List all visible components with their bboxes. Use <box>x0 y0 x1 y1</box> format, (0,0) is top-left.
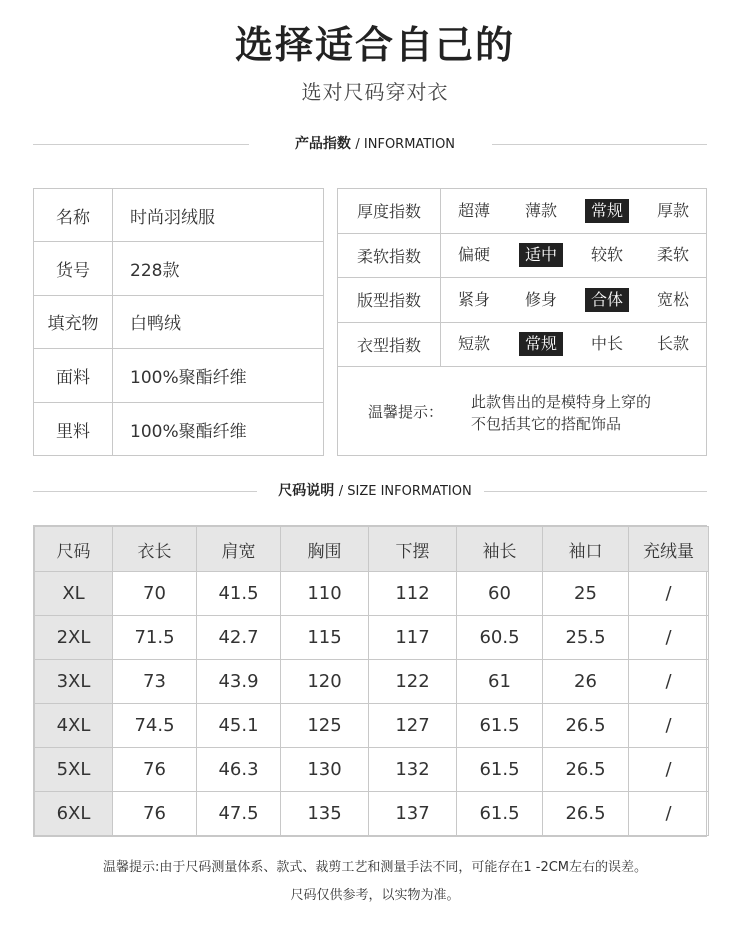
size-value-cell: 135 <box>281 792 369 836</box>
product-heading-en: / INFORMATION <box>355 137 456 152</box>
index-label: 柔软指数 <box>338 234 441 278</box>
size-value-cell: / <box>629 660 709 704</box>
size-value-cell: 60 <box>457 572 543 616</box>
tip-line-1: 此款售出的是模特身上穿的 <box>471 393 652 411</box>
size-header-cell: 袖口 <box>543 527 629 572</box>
size-value-cell: 71.5 <box>113 616 197 660</box>
size-value-cell: 26.5 <box>543 704 629 748</box>
size-label-cell: 6XL <box>35 792 113 836</box>
size-header-cell: 衣长 <box>113 527 197 572</box>
size-value-cell: 25 <box>543 572 629 616</box>
size-label-cell: XL <box>35 572 113 616</box>
index-option: 偏硬 <box>457 245 490 265</box>
index-row <box>338 189 706 234</box>
index-label: 衣型指数 <box>338 323 441 367</box>
index-row <box>338 323 706 368</box>
size-value-cell: 76 <box>113 792 197 836</box>
info-value: 白鸭绒 <box>130 314 181 335</box>
index-option: 柔软 <box>656 245 689 265</box>
size-chart <box>33 525 707 837</box>
index-option: 修身 <box>524 289 557 309</box>
info-label: 名称 <box>34 189 113 241</box>
size-value-cell: 127 <box>369 704 457 748</box>
size-value-cell: 61.5 <box>457 792 543 836</box>
index-row <box>338 278 706 323</box>
size-value-cell: 61.5 <box>457 704 543 748</box>
size-value-cell: 47.5 <box>197 792 281 836</box>
size-value-cell: 112 <box>369 572 457 616</box>
tip-label: 温馨提示： <box>368 403 444 421</box>
size-value-cell: / <box>629 704 709 748</box>
index-option: 长款 <box>656 334 689 354</box>
size-value-cell: 61.5 <box>457 748 543 792</box>
info-value: 100%聚酯纤维 <box>130 367 247 388</box>
info-row-filling <box>34 296 323 349</box>
info-label: 填充物 <box>34 296 113 348</box>
size-value-cell: / <box>629 616 709 660</box>
tip-line-2: 不包括其它的搭配饰品 <box>471 415 622 433</box>
footer-note-reference: 尺码仅供参考，以实物为准。 <box>290 888 460 903</box>
page-title: 选择适合自己的 <box>234 23 515 67</box>
footer-note: 温馨提示:由于尺码测量体系、款式、裁剪工艺和测量手法不同，可能存在1 -2CM左右的误差。 <box>102 860 648 875</box>
size-value-cell: 137 <box>369 792 457 836</box>
info-value: 时尚羽绒服 <box>130 207 215 228</box>
info-row-sku <box>34 242 323 295</box>
size-value-cell: 73 <box>113 660 197 704</box>
product-info-table <box>33 188 324 456</box>
table-row <box>35 572 709 616</box>
size-value-cell: 74.5 <box>113 704 197 748</box>
size-heading-zh: 尺码说明 <box>278 483 335 499</box>
size-value-cell: 45.1 <box>197 704 281 748</box>
size-header-cell: 尺码 <box>35 527 113 572</box>
size-header-cell: 胸围 <box>281 527 369 572</box>
index-option-selected: 合体 <box>585 288 629 312</box>
table-row <box>35 660 709 704</box>
size-label-cell: 2XL <box>35 616 113 660</box>
size-value-cell: 46.3 <box>197 748 281 792</box>
table-row <box>35 748 709 792</box>
size-header-cell: 袖长 <box>457 527 543 572</box>
index-option: 超薄 <box>457 200 490 220</box>
size-header-cell: 充绒量 <box>629 527 709 572</box>
size-value-cell: 132 <box>369 748 457 792</box>
size-label-cell: 5XL <box>35 748 113 792</box>
index-option-selected: 适中 <box>519 243 563 267</box>
size-value-cell: 60.5 <box>457 616 543 660</box>
size-value-cell: 41.5 <box>197 572 281 616</box>
info-label: 货号 <box>34 242 113 294</box>
size-value-cell: 70 <box>113 572 197 616</box>
index-option: 中长 <box>590 334 623 354</box>
size-value-cell: 115 <box>281 616 369 660</box>
size-value-cell: 26.5 <box>543 792 629 836</box>
size-value-cell: 26.5 <box>543 748 629 792</box>
index-label: 版型指数 <box>338 278 441 322</box>
tip-box <box>338 367 706 455</box>
index-option: 紧身 <box>457 289 490 309</box>
size-header-cell: 下摆 <box>369 527 457 572</box>
info-row-name <box>34 189 323 242</box>
size-label-cell: 4XL <box>35 704 113 748</box>
table-row <box>35 792 709 836</box>
size-heading-en: / SIZE INFORMATION <box>338 484 472 499</box>
size-header-row <box>35 527 709 572</box>
size-value-cell: 61 <box>457 660 543 704</box>
table-row <box>35 616 709 660</box>
size-value-cell: 76 <box>113 748 197 792</box>
index-option: 宽松 <box>656 289 689 309</box>
info-row-lining <box>34 403 323 456</box>
index-option: 薄款 <box>524 200 557 220</box>
index-option: 厚款 <box>656 200 689 220</box>
size-value-cell: 117 <box>369 616 457 660</box>
size-value-cell: 43.9 <box>197 660 281 704</box>
product-index-table <box>337 188 707 456</box>
index-option-selected: 常规 <box>519 332 563 356</box>
size-value-cell: / <box>629 748 709 792</box>
info-label: 面料 <box>34 349 113 401</box>
size-value-cell: 130 <box>281 748 369 792</box>
index-row <box>338 234 706 279</box>
size-section-heading <box>0 481 750 501</box>
size-value-cell: 25.5 <box>543 616 629 660</box>
info-row-fabric <box>34 349 323 402</box>
size-value-cell: / <box>629 792 709 836</box>
table-row <box>35 704 709 748</box>
size-value-cell: 26 <box>543 660 629 704</box>
size-label-cell: 3XL <box>35 660 113 704</box>
index-option-selected: 常规 <box>585 199 629 223</box>
index-label: 厚度指数 <box>338 189 441 233</box>
info-value: 228款 <box>130 261 180 282</box>
index-option: 较软 <box>590 245 623 265</box>
product-heading-zh: 产品指数 <box>294 136 351 152</box>
size-value-cell: 122 <box>369 660 457 704</box>
product-section-heading <box>0 134 750 154</box>
page-subtitle: 选对尺码穿对衣 <box>301 80 449 104</box>
size-value-cell: 120 <box>281 660 369 704</box>
size-header-cell: 肩宽 <box>197 527 281 572</box>
size-value-cell: 42.7 <box>197 616 281 660</box>
index-option: 短款 <box>457 334 490 354</box>
info-value: 100%聚酯纤维 <box>130 421 247 442</box>
size-value-cell: / <box>629 572 709 616</box>
size-value-cell: 125 <box>281 704 369 748</box>
size-value-cell: 110 <box>281 572 369 616</box>
info-label: 里料 <box>34 403 113 456</box>
